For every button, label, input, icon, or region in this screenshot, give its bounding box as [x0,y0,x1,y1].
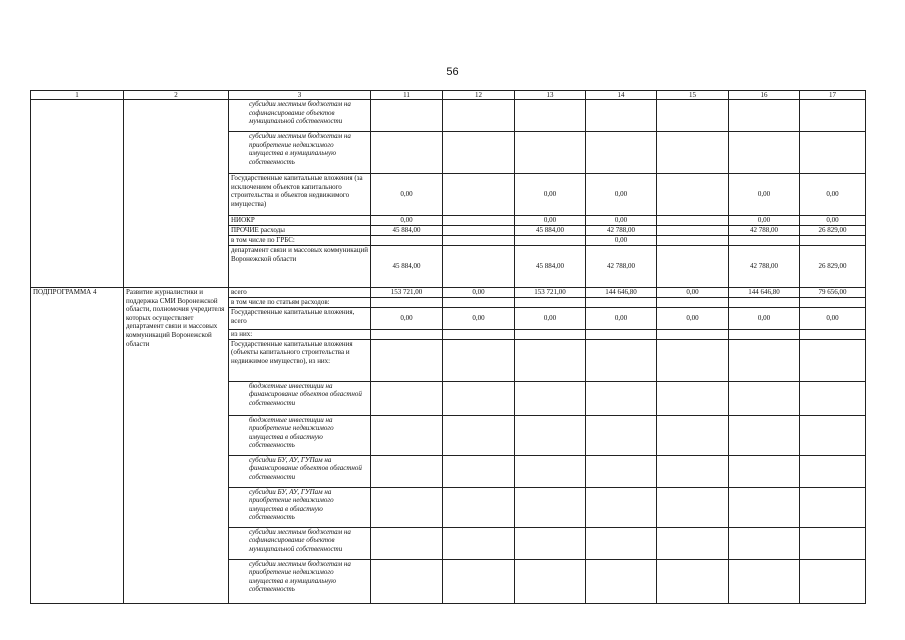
value-cell [586,330,657,340]
expense-item-cell: субсидии местным бюджетам на софинансирование объектов муниципальной собственности [229,527,371,559]
value-cell [515,527,586,559]
value-cell [443,339,515,381]
value-cell [800,527,866,559]
value-cell: 153 721,00 [515,288,586,298]
value-cell: 42 788,00 [729,226,800,236]
value-cell [515,330,586,340]
value-cell: 42 788,00 [729,246,800,288]
column-header: 1 [31,91,124,100]
description-cell [124,100,229,288]
value-cell [657,132,729,174]
value-cell: 0,00 [371,174,443,216]
value-cell [443,381,515,415]
expense-item-cell: всего [229,288,371,298]
value-cell: 26 829,00 [800,246,866,288]
value-cell [657,455,729,487]
value-cell: 0,00 [800,308,866,330]
column-header: 3 [229,91,371,100]
page-number: 56 [446,66,459,78]
value-cell: 0,00 [657,288,729,298]
column-header: 15 [657,91,729,100]
value-cell [800,415,866,455]
table-body [31,91,866,604]
value-cell [586,381,657,415]
value-cell [443,246,515,288]
value-cell [586,132,657,174]
value-cell: 0,00 [515,216,586,226]
expense-item-cell: Государственные капитальные вложения, всего [229,308,371,330]
value-cell: 0,00 [729,216,800,226]
value-cell [515,559,586,603]
value-cell [371,381,443,415]
value-cell [729,487,800,527]
value-cell [586,487,657,527]
value-cell: 42 788,00 [586,226,657,236]
value-cell [729,381,800,415]
value-cell [586,527,657,559]
value-cell [371,339,443,381]
value-cell: 0,00 [800,174,866,216]
expense-item-cell: ПРОЧИЕ расходы [229,226,371,236]
value-cell [657,381,729,415]
value-cell [657,216,729,226]
expense-item-cell: субсидии местным бюджетам на софинансирование объектов муниципальной собственности [229,100,371,132]
value-cell [371,527,443,559]
value-cell: 45 884,00 [371,226,443,236]
value-cell: 0,00 [657,308,729,330]
value-cell: 0,00 [371,308,443,330]
value-cell [657,339,729,381]
expense-item-cell: департамент связи и массовых коммуникаций Воронежской области [229,246,371,288]
value-cell: 153 721,00 [371,288,443,298]
value-cell [729,330,800,340]
value-cell [729,100,800,132]
value-cell: 45 884,00 [515,246,586,288]
value-cell: 0,00 [586,308,657,330]
value-cell [729,527,800,559]
value-cell [800,455,866,487]
description-cell: Развитие журналистики и поддержка СМИ Воронежской области, полномочия учредителя которых осуществляет департамент связи и массовых коммуникаций Воронежской области [124,288,229,604]
value-cell: 26 829,00 [800,226,866,236]
value-cell [800,381,866,415]
value-cell [371,100,443,132]
value-cell [443,298,515,308]
expense-item-cell: Государственные капитальные вложения (за исключением объектов капитального строительства и объектов недвижимого имущества) [229,174,371,216]
value-cell [800,487,866,527]
value-cell: 0,00 [586,236,657,246]
value-cell [657,330,729,340]
budget-table [30,90,866,604]
expense-item-cell: субсидии местным бюджетам на приобретение недвижимого имущества в муниципальную собственность [229,559,371,603]
table-row [31,100,866,132]
value-cell: 45 884,00 [371,246,443,288]
value-cell [657,559,729,603]
value-cell [586,559,657,603]
expense-item-cell: в том числе по статьям расходов: [229,298,371,308]
value-cell [586,100,657,132]
value-cell [443,174,515,216]
value-cell: 0,00 [515,308,586,330]
expense-item-cell: субсидии БУ, АУ, ГУПам на приобретение недвижимого имущества в областную собственность [229,487,371,527]
column-header: 14 [586,91,657,100]
value-cell [800,100,866,132]
value-cell [657,298,729,308]
value-cell: 45 884,00 [515,226,586,236]
value-cell [443,330,515,340]
value-cell [515,487,586,527]
value-cell: 0,00 [515,174,586,216]
value-cell [515,381,586,415]
column-header: 12 [443,91,515,100]
value-cell [443,455,515,487]
value-cell [586,339,657,381]
value-cell [371,559,443,603]
value-cell [657,487,729,527]
value-cell [657,527,729,559]
value-cell [371,455,443,487]
value-cell [800,298,866,308]
value-cell: 0,00 [443,288,515,298]
value-cell [515,236,586,246]
expense-item-cell: НИОКР [229,216,371,226]
value-cell: 0,00 [729,174,800,216]
value-cell [443,132,515,174]
value-cell: 0,00 [729,308,800,330]
value-cell [657,246,729,288]
expense-item-cell: в том числе по ГРБС: [229,236,371,246]
value-cell [443,527,515,559]
column-header: 11 [371,91,443,100]
value-cell [657,226,729,236]
value-cell [800,339,866,381]
value-cell: 144 646,80 [729,288,800,298]
value-cell [371,487,443,527]
value-cell: 0,00 [800,216,866,226]
column-header: 16 [729,91,800,100]
value-cell: 0,00 [371,216,443,226]
value-cell [371,330,443,340]
value-cell [443,216,515,226]
value-cell [657,236,729,246]
value-cell [800,236,866,246]
value-cell [515,298,586,308]
value-cell [371,298,443,308]
value-cell [729,298,800,308]
value-cell: 144 646,80 [586,288,657,298]
expense-item-cell: бюджетные инвестиции на приобретение недвижимого имущества в областную собственность [229,415,371,455]
value-cell [729,236,800,246]
value-cell [586,415,657,455]
value-cell: 0,00 [586,174,657,216]
value-cell [729,455,800,487]
value-cell [800,330,866,340]
value-cell [657,100,729,132]
value-cell [729,339,800,381]
value-cell [800,559,866,603]
value-cell [729,559,800,603]
value-cell: 42 788,00 [586,246,657,288]
expense-item-cell: субсидии БУ, АУ, ГУПам на финансирование объектов областной собственности [229,455,371,487]
value-cell [800,132,866,174]
expense-item-cell: из них: [229,330,371,340]
value-cell [443,236,515,246]
value-cell [515,339,586,381]
expense-item-cell: субсидии местным бюджетам на приобретение недвижимого имущества в муниципальную собственность [229,132,371,174]
value-cell [443,226,515,236]
value-cell [586,455,657,487]
value-cell: 0,00 [586,216,657,226]
expense-item-cell: Государственные капитальные вложения (объекты капитального строительства и недвижимое имущество), из них: [229,339,371,381]
value-cell [657,174,729,216]
value-cell [443,487,515,527]
value-cell [657,415,729,455]
program-cell [31,100,124,288]
value-cell [515,132,586,174]
value-cell [729,132,800,174]
value-cell [371,415,443,455]
value-cell [371,132,443,174]
value-cell [515,100,586,132]
expense-item-cell: бюджетные инвестиции на финансирование объектов областной собственности [229,381,371,415]
value-cell: 0,00 [443,308,515,330]
column-header: 13 [515,91,586,100]
value-cell [443,559,515,603]
value-cell [515,415,586,455]
value-cell [586,298,657,308]
value-cell [443,415,515,455]
column-header: 17 [800,91,866,100]
value-cell [443,100,515,132]
value-cell [729,415,800,455]
value-cell: 79 656,00 [800,288,866,298]
column-header: 2 [124,91,229,100]
table-row [31,288,866,298]
program-cell: ПОДПРОГРАММА 4 [31,288,124,604]
value-cell [371,236,443,246]
value-cell [515,455,586,487]
header-row [31,91,866,100]
